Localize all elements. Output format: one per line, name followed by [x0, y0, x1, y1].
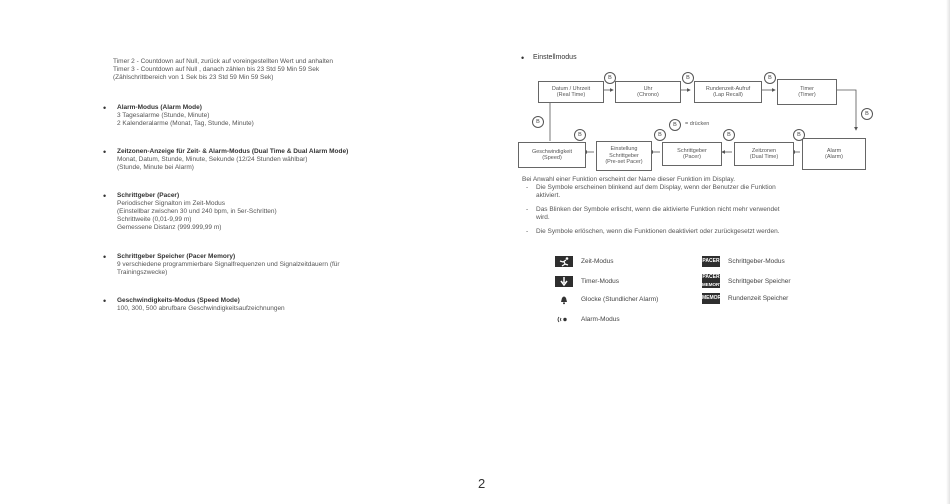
- mode-box-preset-pacer: [596, 141, 652, 171]
- mode-box-label: Rundenzeit-Aufruf: [705, 85, 751, 92]
- section-title: Schrittgeber Speicher (Pacer Memory): [117, 253, 236, 260]
- legend-item: [555, 276, 619, 287]
- section-line: Trainingszwecke): [117, 269, 168, 276]
- note-line: Die Symbole erlöschen, wenn die Funktionen deaktiviert oder zurückgesetzt werden.: [536, 228, 780, 235]
- mode-box-sub: (Timer): [798, 92, 816, 98]
- legend-item: [702, 293, 788, 304]
- mode-box-label: Schrittgeber: [677, 147, 707, 154]
- button-b-icon: B: [654, 129, 666, 141]
- dash: -: [526, 206, 529, 213]
- mode-box-label: Timer: [800, 85, 814, 92]
- left-column: [103, 58, 433, 313]
- note-line: Das Blinken der Symbole erlischt, wenn die aktivierte Funktion nicht mehr verwendet: [536, 206, 780, 213]
- pacer-memory-icon: [702, 274, 723, 288]
- intro-line: Timer 3 - Countdown auf Null , danach zählen bis 23 Std 59 Min 59 Sek: [113, 66, 320, 73]
- section-title: Geschwindigkeits-Modus (Speed Mode): [117, 297, 240, 304]
- note-line: Die Symbole erscheinen blinkend auf dem Display, wenn der Benutzer die Funktion: [536, 184, 776, 191]
- down-arrow-icon: [555, 276, 573, 287]
- section-pacer-memory: [103, 252, 433, 277]
- arrow: [835, 90, 856, 130]
- memory-icon: MEMORY: [702, 293, 720, 304]
- mode-box-sub: (Chrono): [637, 92, 659, 98]
- section-line: Gemessene Distanz (999.999,99 m): [117, 224, 222, 231]
- section-line: 3 Tagesalarme (Stunde, Minute): [117, 112, 210, 119]
- legend-item: [702, 256, 785, 267]
- mode-box-label: Uhr: [643, 85, 653, 92]
- section-line: Periodischer Signalton im Zeit-Modus: [117, 200, 226, 207]
- settings-mode-title: Einstellmodus: [533, 54, 577, 61]
- section-line: (Einstellbar zwischen 30 und 240 bpm, in 5er-Schritten): [117, 208, 277, 215]
- symbol-legend: [555, 256, 815, 326]
- pacer-memory-icon-line: PACER: [702, 274, 720, 280]
- button-b-icon: B: [723, 129, 735, 141]
- section-dual-time: [103, 147, 433, 172]
- section-title: Alarm-Modus (Alarm Mode): [117, 104, 202, 111]
- timer-description: [113, 58, 433, 82]
- note-line: wird.: [536, 214, 550, 221]
- press-label: = drücken: [685, 121, 710, 127]
- button-b-icon: B: [682, 72, 694, 84]
- pacer-memory-icon-line: MEMORY: [702, 282, 723, 287]
- section-line: Monat, Datum, Stunde, Minute, Sekunde (12/24 Stunden wählbar): [117, 156, 308, 163]
- legend-label: Schrittgeber-Modus: [728, 258, 785, 265]
- dash: -: [526, 228, 529, 235]
- mode-box-timer: [777, 79, 837, 105]
- note-line: aktiviert.: [536, 192, 561, 199]
- mode-box-label: Zeitzonen: [751, 147, 777, 154]
- button-b-icon: B: [574, 129, 586, 141]
- mode-box-sub: (Pacer): [682, 154, 702, 160]
- mode-box-dual-time: [734, 142, 794, 166]
- mode-box-label: Einstellung: [610, 146, 638, 153]
- legend-item: [555, 314, 620, 325]
- mode-box-alarm: [802, 138, 866, 170]
- button-b-legend-icon: B: [669, 119, 681, 131]
- notes-intro: Bei Anwahl einer Funktion erscheint der Name dieser Funktion im Display.: [522, 176, 736, 183]
- bell-icon: [555, 294, 573, 305]
- legend-label: Schrittgeber Speicher: [728, 277, 791, 285]
- alarm-icon: [555, 314, 573, 325]
- mode-box-real-time: [538, 81, 604, 103]
- bullet: •: [103, 191, 107, 201]
- mode-box-speed: [518, 142, 586, 168]
- note-item: [522, 184, 862, 200]
- section-title: Schrittgeber (Pacer): [117, 192, 180, 199]
- mode-box-label: Alarm: [826, 147, 842, 154]
- mode-box-sub: Schrittgeber: [609, 152, 639, 159]
- section-title: Zeitzonen-Anzeige für Zeit- & Alarm-Modus (Dual Time & Dual Alarm Mode): [117, 148, 349, 155]
- section-line: 100, 300, 500 abrufbare Geschwindigkeitsaufzeichnungen: [117, 305, 285, 312]
- mode-box-sub: (Real Time): [556, 92, 586, 98]
- intro-line: (Zählschrittbereich von 1 Sek bis 23 Std 59 Min 59 Sek): [113, 74, 274, 81]
- bullet: •: [103, 296, 107, 306]
- legend-label: Rundenzeit Speicher: [728, 295, 789, 302]
- settings-flow-diagram: [510, 68, 890, 176]
- mode-box-label: Datum / Uhrzeit: [551, 85, 591, 92]
- mode-box-chrono: [615, 81, 681, 103]
- bullet: •: [103, 252, 107, 262]
- mode-box-sub: (Lap Recall): [713, 92, 743, 98]
- legend-item: [555, 256, 614, 267]
- page-number: 2: [478, 476, 486, 491]
- mode-box-label: Geschwindigkeit: [531, 148, 573, 155]
- section-alarm-mode: [103, 103, 433, 128]
- bullet: •: [103, 147, 107, 157]
- legend-label: Glocke (Stundlicher Alarm): [581, 296, 659, 303]
- mode-box-sub: (Dual Time): [749, 154, 779, 160]
- button-b-icon: B: [764, 72, 776, 84]
- section-line: Schrittweite (0,01-9,99 m): [117, 216, 192, 223]
- section-speed-mode: [103, 296, 433, 313]
- mode-box-sub: (Speed): [542, 155, 562, 161]
- button-b-icon: B: [793, 129, 805, 141]
- intro-line: Timer 2 - Countdown auf Null, zurück auf voreingestellten Wert und anhalten: [113, 58, 334, 65]
- section-line: 9 verschiedene programmierbare Signalfrequenzen und Signalzeitdauern (für: [117, 261, 340, 268]
- runner-icon: [555, 256, 573, 267]
- bullet: •: [521, 53, 525, 63]
- notes: [522, 176, 862, 236]
- bullet: •: [103, 103, 107, 113]
- legend-label: Timer-Modus: [581, 278, 620, 285]
- section-pacer: [103, 191, 433, 232]
- page-edge: [946, 0, 950, 504]
- pacer-icon: PACER: [702, 256, 720, 267]
- button-b-icon: B: [532, 116, 544, 128]
- button-b-icon: B: [861, 108, 873, 120]
- section-line: 2 Kalenderalarme (Monat, Tag, Stunde, Minute): [117, 120, 254, 127]
- legend-item: [555, 294, 658, 305]
- note-item: [522, 206, 862, 222]
- legend-label: Zeit-Modus: [581, 258, 614, 265]
- mode-box-pacer: [662, 142, 722, 166]
- mode-box-sub: (Pre-set Pacer): [605, 159, 643, 166]
- mode-box-sub: (Alarm): [824, 154, 844, 160]
- note-item: [522, 228, 862, 236]
- section-line: (Stunde, Minute bei Alarm): [117, 164, 194, 171]
- dash: -: [526, 184, 529, 191]
- legend-item: [702, 274, 791, 288]
- legend-label: Alarm-Modus: [581, 316, 620, 323]
- mode-box-lap-recall: [694, 81, 762, 103]
- button-b-icon: B: [604, 72, 616, 84]
